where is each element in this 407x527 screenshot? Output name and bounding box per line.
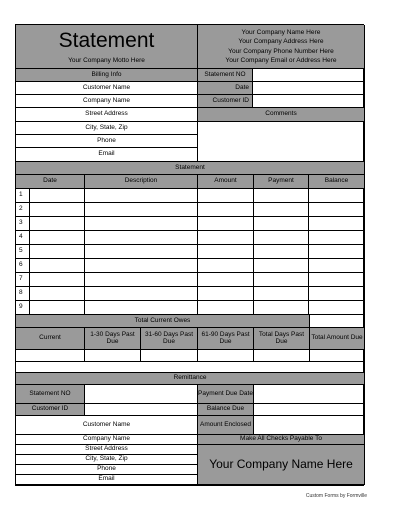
form-title: Statement xyxy=(58,29,155,52)
row-date[interactable] xyxy=(30,301,85,315)
comments-heading: Comments xyxy=(198,108,365,122)
row-amount[interactable] xyxy=(198,273,254,287)
customer-id-label: Customer ID xyxy=(198,95,253,108)
row-payment[interactable] xyxy=(254,189,309,203)
row-payment[interactable] xyxy=(254,231,309,245)
row-number: 9 xyxy=(16,301,30,315)
row-description[interactable] xyxy=(85,189,198,203)
company-address-line: Your Company Address Here xyxy=(238,38,324,46)
row-payment[interactable] xyxy=(254,217,309,231)
row-balance[interactable] xyxy=(309,273,365,287)
row-balance[interactable] xyxy=(309,217,365,231)
remit-statement-no-label: Statement NO xyxy=(16,385,85,404)
row-payment[interactable] xyxy=(254,301,309,315)
row-description[interactable] xyxy=(85,245,198,259)
payment-due-date-label: Payment Due Date xyxy=(198,385,254,404)
row-amount[interactable] xyxy=(198,189,254,203)
row-number: 1 xyxy=(16,189,30,203)
row-payment[interactable] xyxy=(254,245,309,259)
column-61-90-days: 61-90 Days Past Due xyxy=(198,328,254,350)
row-balance[interactable] xyxy=(309,231,365,245)
row-amount[interactable] xyxy=(198,259,254,273)
row-date[interactable] xyxy=(30,259,85,273)
row-amount[interactable] xyxy=(198,245,254,259)
remit-city-state-zip[interactable]: City, State, Zip xyxy=(16,455,198,465)
row-payment[interactable] xyxy=(254,203,309,217)
column-total-amount: Total Amount Due xyxy=(310,328,365,350)
row-balance[interactable] xyxy=(309,203,365,217)
row-date[interactable] xyxy=(30,203,85,217)
row-amount[interactable] xyxy=(198,301,254,315)
row-amount[interactable] xyxy=(198,287,254,301)
city-state-zip-label[interactable]: City, State, Zip xyxy=(16,122,198,135)
row-number: 8 xyxy=(16,287,30,301)
row-balance[interactable] xyxy=(309,245,365,259)
column-current: Current xyxy=(16,328,85,350)
column-balance: Balance xyxy=(309,175,365,189)
remit-company-name[interactable]: Company Name xyxy=(16,435,198,445)
footer-credit: Custom Forms by Formville xyxy=(305,493,367,499)
customer-name-label[interactable]: Customer Name xyxy=(16,82,198,95)
days-1-30-value[interactable] xyxy=(85,350,141,362)
row-payment[interactable] xyxy=(254,273,309,287)
amount-enclosed-label: Amount Enclosed xyxy=(198,416,254,435)
date-label: Date xyxy=(198,82,253,95)
remit-phone[interactable]: Phone xyxy=(16,465,198,475)
row-amount[interactable] xyxy=(198,203,254,217)
statement-heading: Statement xyxy=(16,162,365,175)
statement-form xyxy=(15,24,364,486)
column-1-30-days: 1-30 Days Past Due xyxy=(85,328,141,350)
billing-heading: Billing Info xyxy=(16,69,198,82)
phone-label[interactable]: Phone xyxy=(16,135,198,148)
column-total-days: Total Days Past Due xyxy=(254,328,310,350)
remit-statement-no-field[interactable] xyxy=(85,385,198,404)
row-balance[interactable] xyxy=(309,301,365,315)
column-date: Date xyxy=(16,175,85,189)
row-payment[interactable] xyxy=(254,287,309,301)
row-date[interactable] xyxy=(30,273,85,287)
company-name-line: Your Company Name Here xyxy=(241,29,321,37)
totals-field[interactable] xyxy=(310,315,365,328)
row-description[interactable] xyxy=(85,203,198,217)
balance-due-label: Balance Due xyxy=(198,404,254,416)
row-number: 3 xyxy=(16,217,30,231)
total-amount-value[interactable] xyxy=(310,350,365,362)
row-number: 6 xyxy=(16,259,30,273)
payment-due-date-field[interactable] xyxy=(254,385,365,404)
row-balance[interactable] xyxy=(309,287,365,301)
row-number: 5 xyxy=(16,245,30,259)
row-description[interactable] xyxy=(85,231,198,245)
remit-street-address[interactable]: Street Address xyxy=(16,445,198,455)
totals-heading: Total Current Owes xyxy=(16,315,310,328)
statement-no-label: Statement NO xyxy=(198,69,253,82)
row-balance[interactable] xyxy=(309,189,365,203)
date-field[interactable] xyxy=(253,82,365,95)
remit-customer-id-label: Customer ID xyxy=(16,404,85,416)
company-name-label[interactable]: Company Name xyxy=(16,95,198,108)
company-email-line: Your Company Email or Address Here xyxy=(225,56,337,64)
row-date[interactable] xyxy=(30,217,85,231)
row-amount[interactable] xyxy=(198,231,254,245)
row-payment[interactable] xyxy=(254,259,309,273)
row-description[interactable] xyxy=(85,217,198,231)
street-address-label[interactable]: Street Address xyxy=(16,108,198,122)
customer-id-field[interactable] xyxy=(253,95,365,108)
email-label[interactable]: Email xyxy=(16,148,198,162)
column-payment: Payment xyxy=(254,175,309,189)
row-date[interactable] xyxy=(30,287,85,301)
remit-email[interactable]: Email xyxy=(16,475,198,485)
total-days-value[interactable] xyxy=(254,350,310,362)
row-description[interactable] xyxy=(85,287,198,301)
row-number: 2 xyxy=(16,203,30,217)
column-amount: Amount xyxy=(198,175,254,189)
row-balance[interactable] xyxy=(309,259,365,273)
column-31-60-days: 31-60 Days Past Due xyxy=(141,328,198,350)
checks-payable-label: Make All Checks Payable To xyxy=(198,435,365,445)
row-amount[interactable] xyxy=(198,217,254,231)
spacer-row xyxy=(16,362,365,373)
company-motto: Your Company Motto Here xyxy=(68,57,145,65)
row-date[interactable] xyxy=(30,189,85,203)
current-value[interactable] xyxy=(16,350,85,362)
days-31-60-value[interactable] xyxy=(141,350,198,362)
comments-field[interactable] xyxy=(198,122,365,162)
remittance-heading: Remittance xyxy=(16,373,365,385)
row-date[interactable] xyxy=(30,245,85,259)
row-number: 7 xyxy=(16,273,30,287)
statement-no-field[interactable] xyxy=(253,69,365,82)
row-description[interactable] xyxy=(85,259,198,273)
row-number: 4 xyxy=(16,231,30,245)
row-date[interactable] xyxy=(30,231,85,245)
company-phone-line: Your Company Phone Number Here xyxy=(228,47,334,55)
amount-enclosed-field[interactable] xyxy=(254,416,365,435)
remit-customer-id-field[interactable] xyxy=(85,404,198,416)
title-block xyxy=(16,25,198,69)
row-description[interactable] xyxy=(85,273,198,287)
company-info-block xyxy=(198,25,365,69)
days-61-90-value[interactable] xyxy=(198,350,254,362)
column-description: Description xyxy=(85,175,198,189)
payable-company-name: Your Company Name Here xyxy=(198,445,365,485)
balance-due-field[interactable] xyxy=(254,404,365,416)
row-description[interactable] xyxy=(85,301,198,315)
remit-customer-name[interactable]: Customer Name xyxy=(16,416,198,435)
